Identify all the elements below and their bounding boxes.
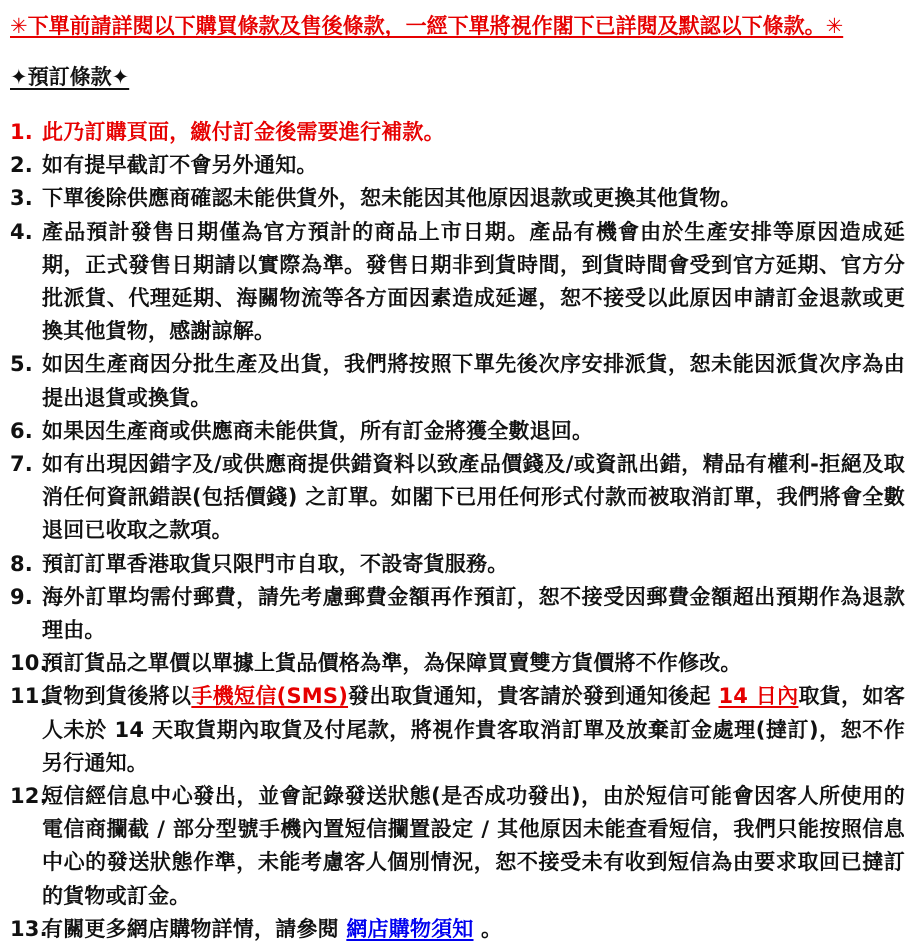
term-segment: 。: [473, 916, 503, 941]
term-segment: 此乃訂購頁面，繳付訂金後需要進行補款。: [42, 120, 445, 144]
term-item: [8, 913, 905, 946]
term-text: [42, 153, 318, 177]
term-segment: 預訂訂單香港取貨只限門市自取，不設寄貨服務。: [42, 551, 509, 576]
term-number: 6.: [10, 418, 33, 443]
term-item: [8, 116, 905, 149]
term-number: 3.: [10, 186, 33, 211]
term-number: 10.: [10, 651, 48, 676]
notice-banner: ✳下單前請詳閱以下購買條款及售後條款，一經下單將視作閣下已詳閱及默認以下條款。✳: [10, 14, 844, 38]
term-number: 5.: [10, 352, 33, 377]
term-item: [8, 647, 905, 680]
term-segment: 取貨，如客人未於 14 天取貨期內取貨及付尾款，將視作貴客取消訂單及放棄訂金處理(撻訂)，恕不作另行通知。: [42, 684, 905, 775]
term-text: [42, 917, 502, 941]
term-number: 13.: [10, 916, 48, 941]
sms-highlight: 手機短信(SMS): [191, 684, 349, 709]
store-guide-link[interactable]: 網店購物須知: [346, 916, 474, 941]
term-text: [42, 120, 445, 144]
term-text: [42, 419, 593, 443]
term-number: 7.: [10, 452, 33, 477]
term-segment: 如果因生產商或供應商未能供貨，所有訂金將獲全數退回。: [42, 418, 594, 443]
term-segment: 貨物到貨後將以: [42, 684, 192, 709]
term-number: 12.: [10, 784, 48, 809]
term-segment: 如因生產商因分批生產及出貨，我們將按照下單先後次序安排派貨，恕未能因派貨次序為由提出退貨或換貨。: [42, 352, 905, 410]
term-number: 8.: [10, 551, 33, 576]
term-text: [42, 352, 905, 409]
term-segment: 如有出現因錯字及/或供應商提供錯資料以致產品價錢及/或資訊出錯，精品有權利-拒絕及取消任何資訊錯誤(包括價錢) 之訂單。如閣下已用任何形式付款而被取消訂單，我們將會全數退回已收取之款項。: [42, 452, 905, 543]
term-text: [42, 220, 905, 344]
terms-list: [8, 116, 905, 946]
days-highlight: 14 日內: [718, 684, 799, 709]
term-item: [8, 348, 905, 414]
term-text: [42, 651, 742, 675]
term-text: [42, 186, 742, 210]
term-number: 2.: [10, 153, 33, 178]
term-text: [42, 452, 905, 542]
term-text: [42, 585, 905, 642]
term-item: [8, 415, 905, 448]
term-item: [8, 581, 905, 647]
section-title: ✦預訂條款✦: [10, 65, 130, 89]
term-text: [42, 784, 905, 908]
term-text: [42, 552, 508, 576]
term-segment: 海外訂單均需付郵費，請先考慮郵費金額再作預訂，恕不接受因郵費金額超出預期作為退款理由。: [42, 584, 905, 643]
term-item: [8, 680, 905, 780]
term-item: [8, 780, 905, 913]
term-segment: 如有提早截訂不會另外通知。: [42, 153, 318, 178]
term-text: [42, 684, 905, 774]
term-segment: 下單後除供應商確認未能供貨外，恕未能因其他原因退款或更換其他貨物。: [42, 186, 742, 211]
term-segment: 發出取貨通知，貴客請於發到通知後起: [348, 684, 719, 709]
term-item: [8, 216, 905, 349]
term-item: [8, 548, 905, 581]
term-number: 1.: [10, 120, 33, 144]
term-number: 4.: [10, 219, 33, 244]
term-segment: 有關更多網店購物詳情，請參閱: [42, 916, 347, 941]
term-item: [8, 182, 905, 215]
term-segment: 預訂貨品之單價以單據上貨品價格為準，為保障買賣雙方貨價將不作修改。: [42, 651, 742, 676]
term-segment: 短信經信息中心發出，並會記錄發送狀態(是否成功發出)，由於短信可能會因客人所使用的電信商攔截 / 部分型號手機內置短信攔置設定 / 其他原因未能查看短信，我們只能按照信息中心的發送狀態作準，未能考慮客人個別情況，恕不接受未有收到短信為由要求取回已撻訂的貨物或訂金。: [42, 784, 905, 908]
term-number: 11.: [10, 684, 48, 709]
term-item: [8, 448, 905, 548]
term-number: 9.: [10, 584, 33, 609]
term-item: [8, 149, 905, 182]
term-segment: 產品預計發售日期僅為官方預計的商品上市日期。產品有機會由於生產安排等原因造成延期，正式發售日期請以實際為準。發售日期非到貨時間，到貨時間會受到官方延期、官方分批派貨、代理延期、海關物流等各方面因素造成延遲，恕不接受以此原因申請訂金退款或更換其他貨物，感謝諒解。: [42, 219, 905, 344]
